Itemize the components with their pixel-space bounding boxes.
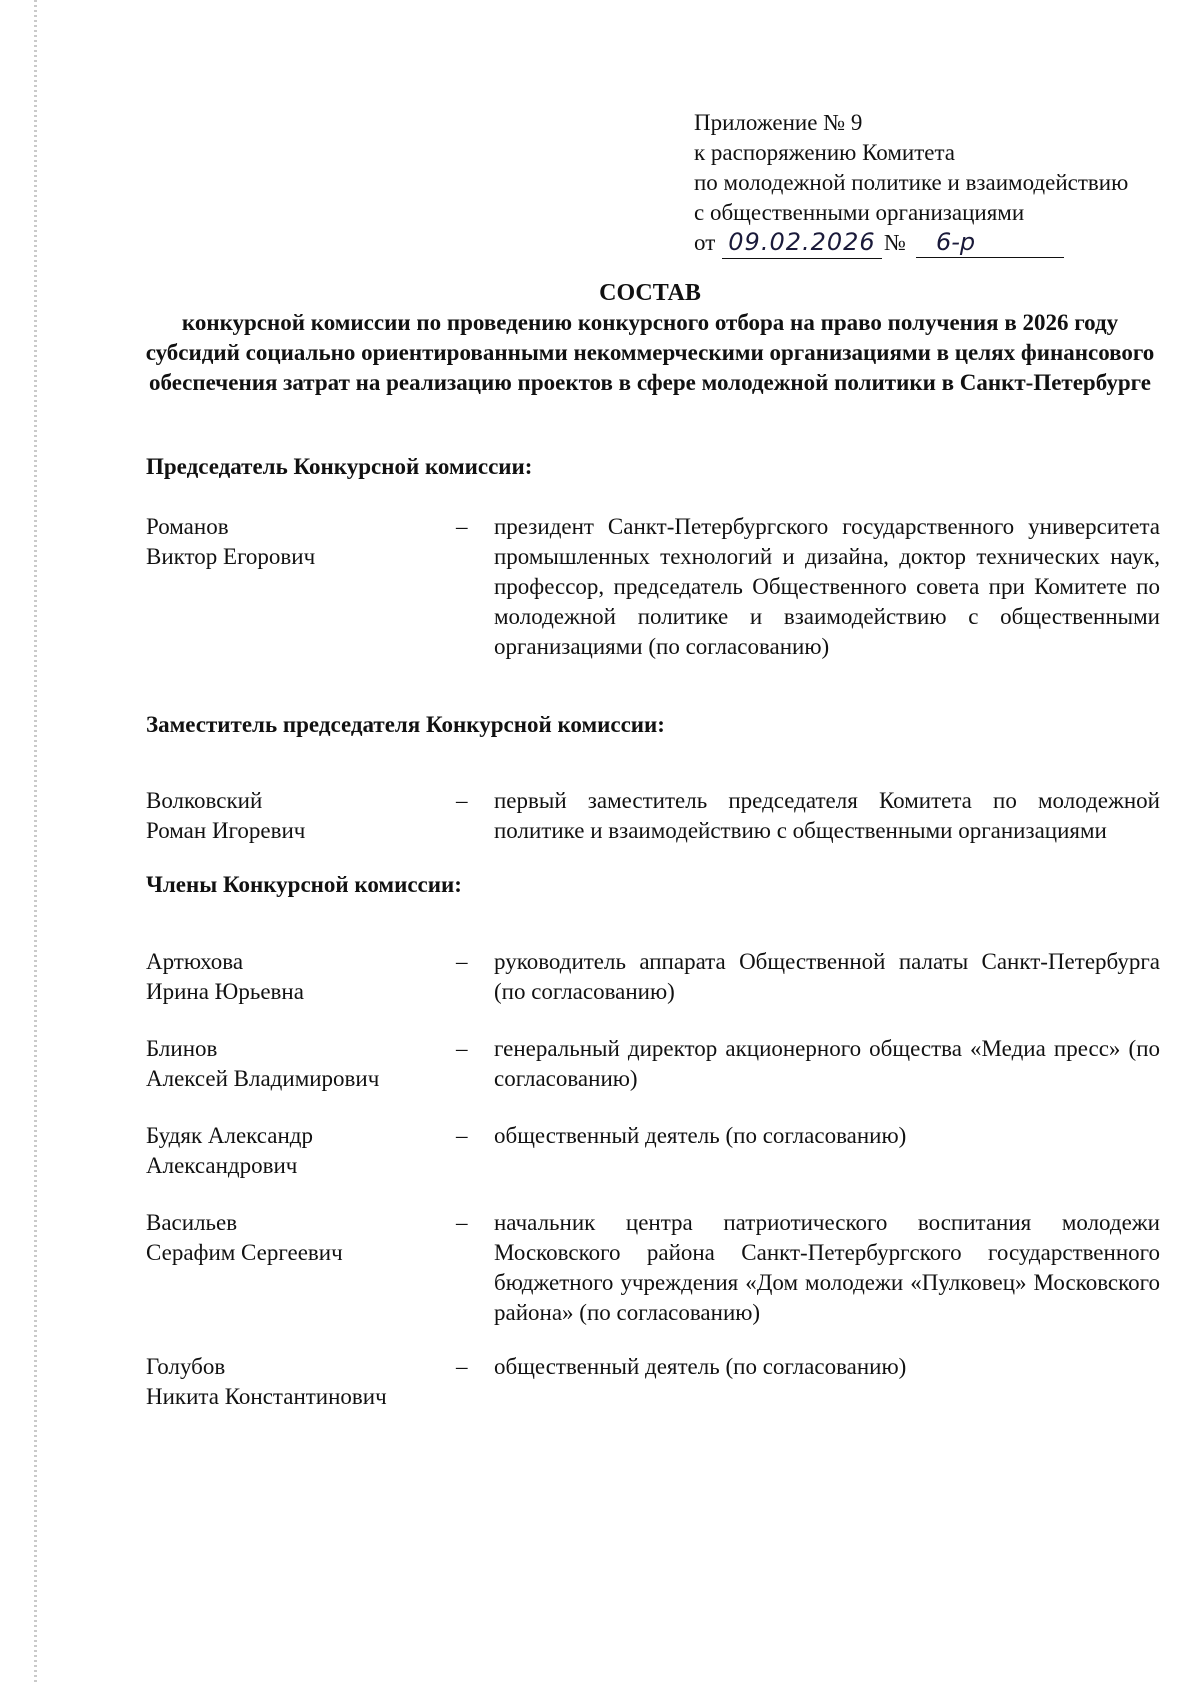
member-given-name: Виктор Егорович [146, 544, 316, 569]
member-surname: Романов [146, 514, 229, 539]
dash: – [456, 1210, 468, 1235]
member-position: общественный деятель (по согласованию) [494, 1123, 907, 1148]
appendix-line-1: Приложение № 9 [694, 110, 863, 135]
member-given-name: Роман Игоревич [146, 818, 306, 843]
member-position: первый заместитель председателя Комитета по молодежной политике и взаимодействию с общественными организациями [494, 788, 1160, 843]
member-position: общественный деятель (по согласованию) [494, 1354, 907, 1379]
member-name [146, 1034, 446, 1094]
dash: – [456, 1036, 468, 1061]
handwritten-date: 09.02.2026 [722, 228, 882, 259]
title-block [140, 278, 1160, 398]
document-subtitle: конкурсной комиссии по проведению конкурсного отбора на право получения в 2026 году субсидий социально ориентированными некоммерческими организациями в целях финансового обеспечения затрат на реализацию проектов в сфере молодежной политики в Санкт-Петербурге [145, 310, 1155, 395]
date-prefix: от [694, 230, 716, 255]
member-surname: Будяк Александр [146, 1123, 313, 1148]
member-position: генеральный директор акционерного общества «Медиа пресс» (по согласованию) [494, 1036, 1160, 1091]
member-name [146, 786, 446, 846]
deputy-heading: Заместитель председателя Конкурсной комиссии: [146, 712, 665, 737]
member-name [146, 1208, 446, 1268]
appendix-block [694, 108, 1174, 260]
member-name [146, 1121, 446, 1181]
document-title: СОСТАВ [599, 280, 701, 306]
dash: – [456, 1123, 468, 1148]
dash: – [456, 788, 468, 813]
member-surname: Голубов [146, 1354, 226, 1379]
member-position: президент Санкт-Петербургского государственного университета промышленных технологий и дизайна, доктор технических наук, профессор, председатель Общественного совета при Комитете по молодежной политике и взаимодействию с общественными организациями (по согласованию) [494, 514, 1160, 659]
dash: – [456, 514, 468, 539]
member-given-name: Серафим Сергеевич [146, 1240, 343, 1265]
member-surname: Блинов [146, 1036, 218, 1061]
member-surname: Артюхова [146, 949, 244, 974]
handwritten-number: 6-р [916, 228, 1064, 258]
member-given-name: Никита Константинович [146, 1384, 387, 1409]
member-given-name: Ирина Юрьевна [146, 979, 304, 1004]
member-position: руководитель аппарата Общественной палаты Санкт-Петербурга (по согласованию) [494, 949, 1160, 1004]
dash: – [456, 949, 468, 974]
number-prefix: № [884, 230, 906, 255]
scan-edge [34, 0, 37, 1685]
chair-heading: Председатель Конкурсной комиссии: [146, 454, 533, 479]
appendix-line-4: с общественными организациями [694, 200, 1025, 225]
appendix-line-3: по молодежной политике и взаимодействию [694, 170, 1129, 195]
member-name [146, 512, 446, 572]
member-surname: Васильев [146, 1210, 238, 1235]
members-heading: Члены Конкурсной комиссии: [146, 872, 462, 897]
member-surname: Волковский [146, 788, 263, 813]
member-name [146, 947, 446, 1007]
member-given-name: Александрович [146, 1153, 298, 1178]
dash: – [456, 1354, 468, 1379]
member-position: начальник центра патриотического воспитания молодежи Московского района Санкт-Петербургского государственного бюджетного учреждения «Дом молодежи «Пулковец» Московского района» (по согласованию) [494, 1210, 1160, 1325]
date-number-line [694, 228, 1174, 260]
member-name [146, 1352, 446, 1412]
appendix-line-2: к распоряжению Комитета [694, 140, 955, 165]
member-given-name: Алексей Владимирович [146, 1066, 380, 1091]
